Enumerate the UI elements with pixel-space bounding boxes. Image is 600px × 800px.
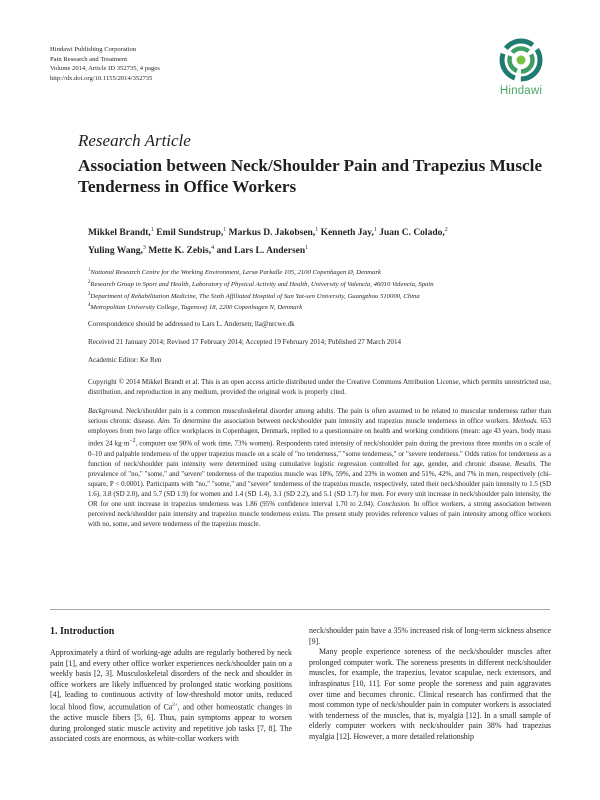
article-dates: Received 21 January 2014; Revised 17 February 2014; Accepted 19 February 2014; Published 27 March 2014 <box>88 338 402 346</box>
intro-paragraph-2: Many people experience soreness of the neck/shoulder muscles after prolonged computer work. The soreness presents in different neck/shoulder muscles, for example, the trapezius, levator scapulae, neck extensors, and infraspinatus [10, 11]. For some people the soreness and pain aggravates over time and becomes chronic. Clinical research has confirmed that the most common type of neck/shoulder pain in computer workers is associated with tenderness of the muscles, that is, myalgia [12]. In a small sample of elderly computer workers with neck/shoulder pain 38% had trapezius myalgia [12]. However, a more detailed relationship <box>309 647 551 741</box>
author: Juan C. Colado,$^2$ <box>379 227 448 239</box>
affiliation: $^2$Research Group in Sport and Health, Laboratory of Physical Activity and Health, University of Valencia, 46010 Valencia, Spain <box>88 279 434 289</box>
author: Emil Sundstrup,$^1$ <box>156 227 227 239</box>
hindawi-logo <box>488 38 554 104</box>
doi-link[interactable]: http://dx.doi.org/10.1155/2014/352735 <box>50 74 153 82</box>
abstract-background-label: Background. <box>88 407 124 415</box>
author: Markus D. Jakobsen,$^1$ <box>228 227 319 239</box>
abstract-conclusion-label: Conclusion. <box>377 500 411 509</box>
journal-header <box>50 45 160 83</box>
copyright-notice: Copyright © 2014 Mikkel Brandt et al. This is an open access article distributed under the Creative Commons Attribution License, which permits unrestricted use, distribution, and reproduction in any medium, provided the original work is properly cited. <box>88 378 551 396</box>
publisher-name: Hindawi Publishing Corporation <box>50 46 137 53</box>
author: and Lars L. Andersen$^1$ <box>216 245 309 257</box>
hindawi-logo-mark-icon <box>498 38 544 82</box>
abstract-aim-label: Aim. <box>157 417 171 426</box>
abstract-results-label: Results. <box>514 459 537 468</box>
affiliation: $^3$Department of Rehabilitation Medicine, The Sixth Affiliated Hospital of Sun Yat-sen University, Guangzhou 510000, China <box>88 291 420 300</box>
intro-paragraph-1: Approximately a third of working-age adults are regularly bothered by neck pain [1], and every other office worker experiences neck/shoulder pain on a weekly basis [2, 3]. Musculoskeletal disorders of the neck and shoulder in office workers are likely influenced by prolonged static working positions [4], leading to continuous activity of low-threshold motor units, reduced local blood flow, accumulation of Ca <box>50 648 292 712</box>
author: Kenneth Jay,$^1$ <box>320 227 377 239</box>
article-title: Association between Neck/Shoulder Pain and Trapezius Muscle Tenderness in Office Workers <box>78 156 543 196</box>
author: Yuling Wang,$^3$ <box>88 245 146 257</box>
abstract: Background. Neck/shoulder pain is a common musculoskeletal disorder among adults. The pain is often assumed to be related to muscular tenderness rather than serious chronic disease. Aim. To determine the association between neck/shoulder pain intensity and trapezius muscle tenderness in office workers. Methods. 653 employees from two large office workplaces in Copenhagen, Denmark, replied to a questionnaire on health and working conditions (mean: age 43 years, body mass index 24 $kg\cdot m^{-2}$, computer use 90% of work time, 73% women). Respondents rated intensity of neck/shoulder pain during the previous three months on a scale of 0–10 and palpable tenderness of the upper trapezius muscle on a scale of "no tenderness," "some tenderness," or "severe tenderness." Odds ratios for tenderness as a function of neck/shoulder pain intensity were determined using cumulative logistic regression controlled for age, gender, and chronic disease. Results. The prevalence of "no," "some," and "severe" tenderness of the trapezius muscle was 18%, 59%, and 23% in women and 51%, 42%, and 7% in men, respectively (chi-square, P < 0.0001). Participants with "no," "some," and "severe" tenderness of the trapezius muscle, respectively, rated their neck/shoulder pain intensity to 1.5 (SD 1.6), 3.8 (SD 2.0), and 5.7 (SD 1.9) for women and 1.4 (SD 1.4), 3.1 (SD 2.2), and 5.1 (SD 1.7) for men. For every unit increase in neck/shoulder pain intensity, the OR for one unit increase in trapezius tenderness was 1.86 (95% confidence interval 1.70 to 2.04). Conclusion. In office workers, a strong association between perceived neck/shoulder pain intensity and trapezius muscle tenderness exists. The present study provides reference values of pain intensity among office workers with no, some, and severe tenderness of the trapezius muscle. <box>88 407 552 529</box>
correspondence: Correspondence should be addressed to Lars L. Andersen; lla@nrcwe.dk <box>88 320 295 328</box>
body-column-left: Approximately a third of working-age adults are regularly bothered by neck pain [1], and every other office worker experiences neck/shoulder pain on a weekly basis [2, 3]. Musculoskeletal disorders of the neck and shoulder in office workers are likely influenced by prolonged static working positions [4], leading to continuous activity of low-threshold motor units, reduced local blood flow, accumulation of $Ca^{2+}$, and other homeostatic changes in the active muscle fibers [5, 6]. Thus, pain symptoms appear to worsen during prolonged static muscle activity and repetitive job tasks [7, 8]. The associated costs are enormous, as white-collar workers with <box>50 648 293 744</box>
author: Mikkel Brandt,$^1$ <box>88 227 154 239</box>
section-heading: 1. Introduction <box>50 626 115 637</box>
affiliation: $^4$Metropolitan University College, Tagensvej 18, 2200 Copenhagen N, Denmark <box>88 303 303 312</box>
section-divider <box>50 609 550 610</box>
affiliation: $^1$National Research Centre for the Working Environment, Lersø Parkalle 105, 2100 Copenhagen Ø, Denmark <box>88 268 382 277</box>
affiliation-list <box>88 266 558 313</box>
author-list <box>88 223 558 259</box>
abstract-methods-label: Methods. <box>512 417 539 426</box>
hindawi-logo-text: Hindawi <box>499 85 543 97</box>
volume-line: Volume 2014, Article ID 352735, 4 pages <box>50 65 160 72</box>
intro-paragraph-1-cont: neck/shoulder pain have a 35% increased risk of long-term sickness absence [9]. <box>309 626 551 646</box>
body-column-right <box>309 626 551 743</box>
journal-name: Pain Research and Treatment <box>50 55 128 63</box>
article-type: Research Article <box>78 131 191 150</box>
academic-editor: Academic Editor: Ke Ren <box>88 356 162 364</box>
author: Mette K. Zebis,$^4$ <box>148 245 215 257</box>
